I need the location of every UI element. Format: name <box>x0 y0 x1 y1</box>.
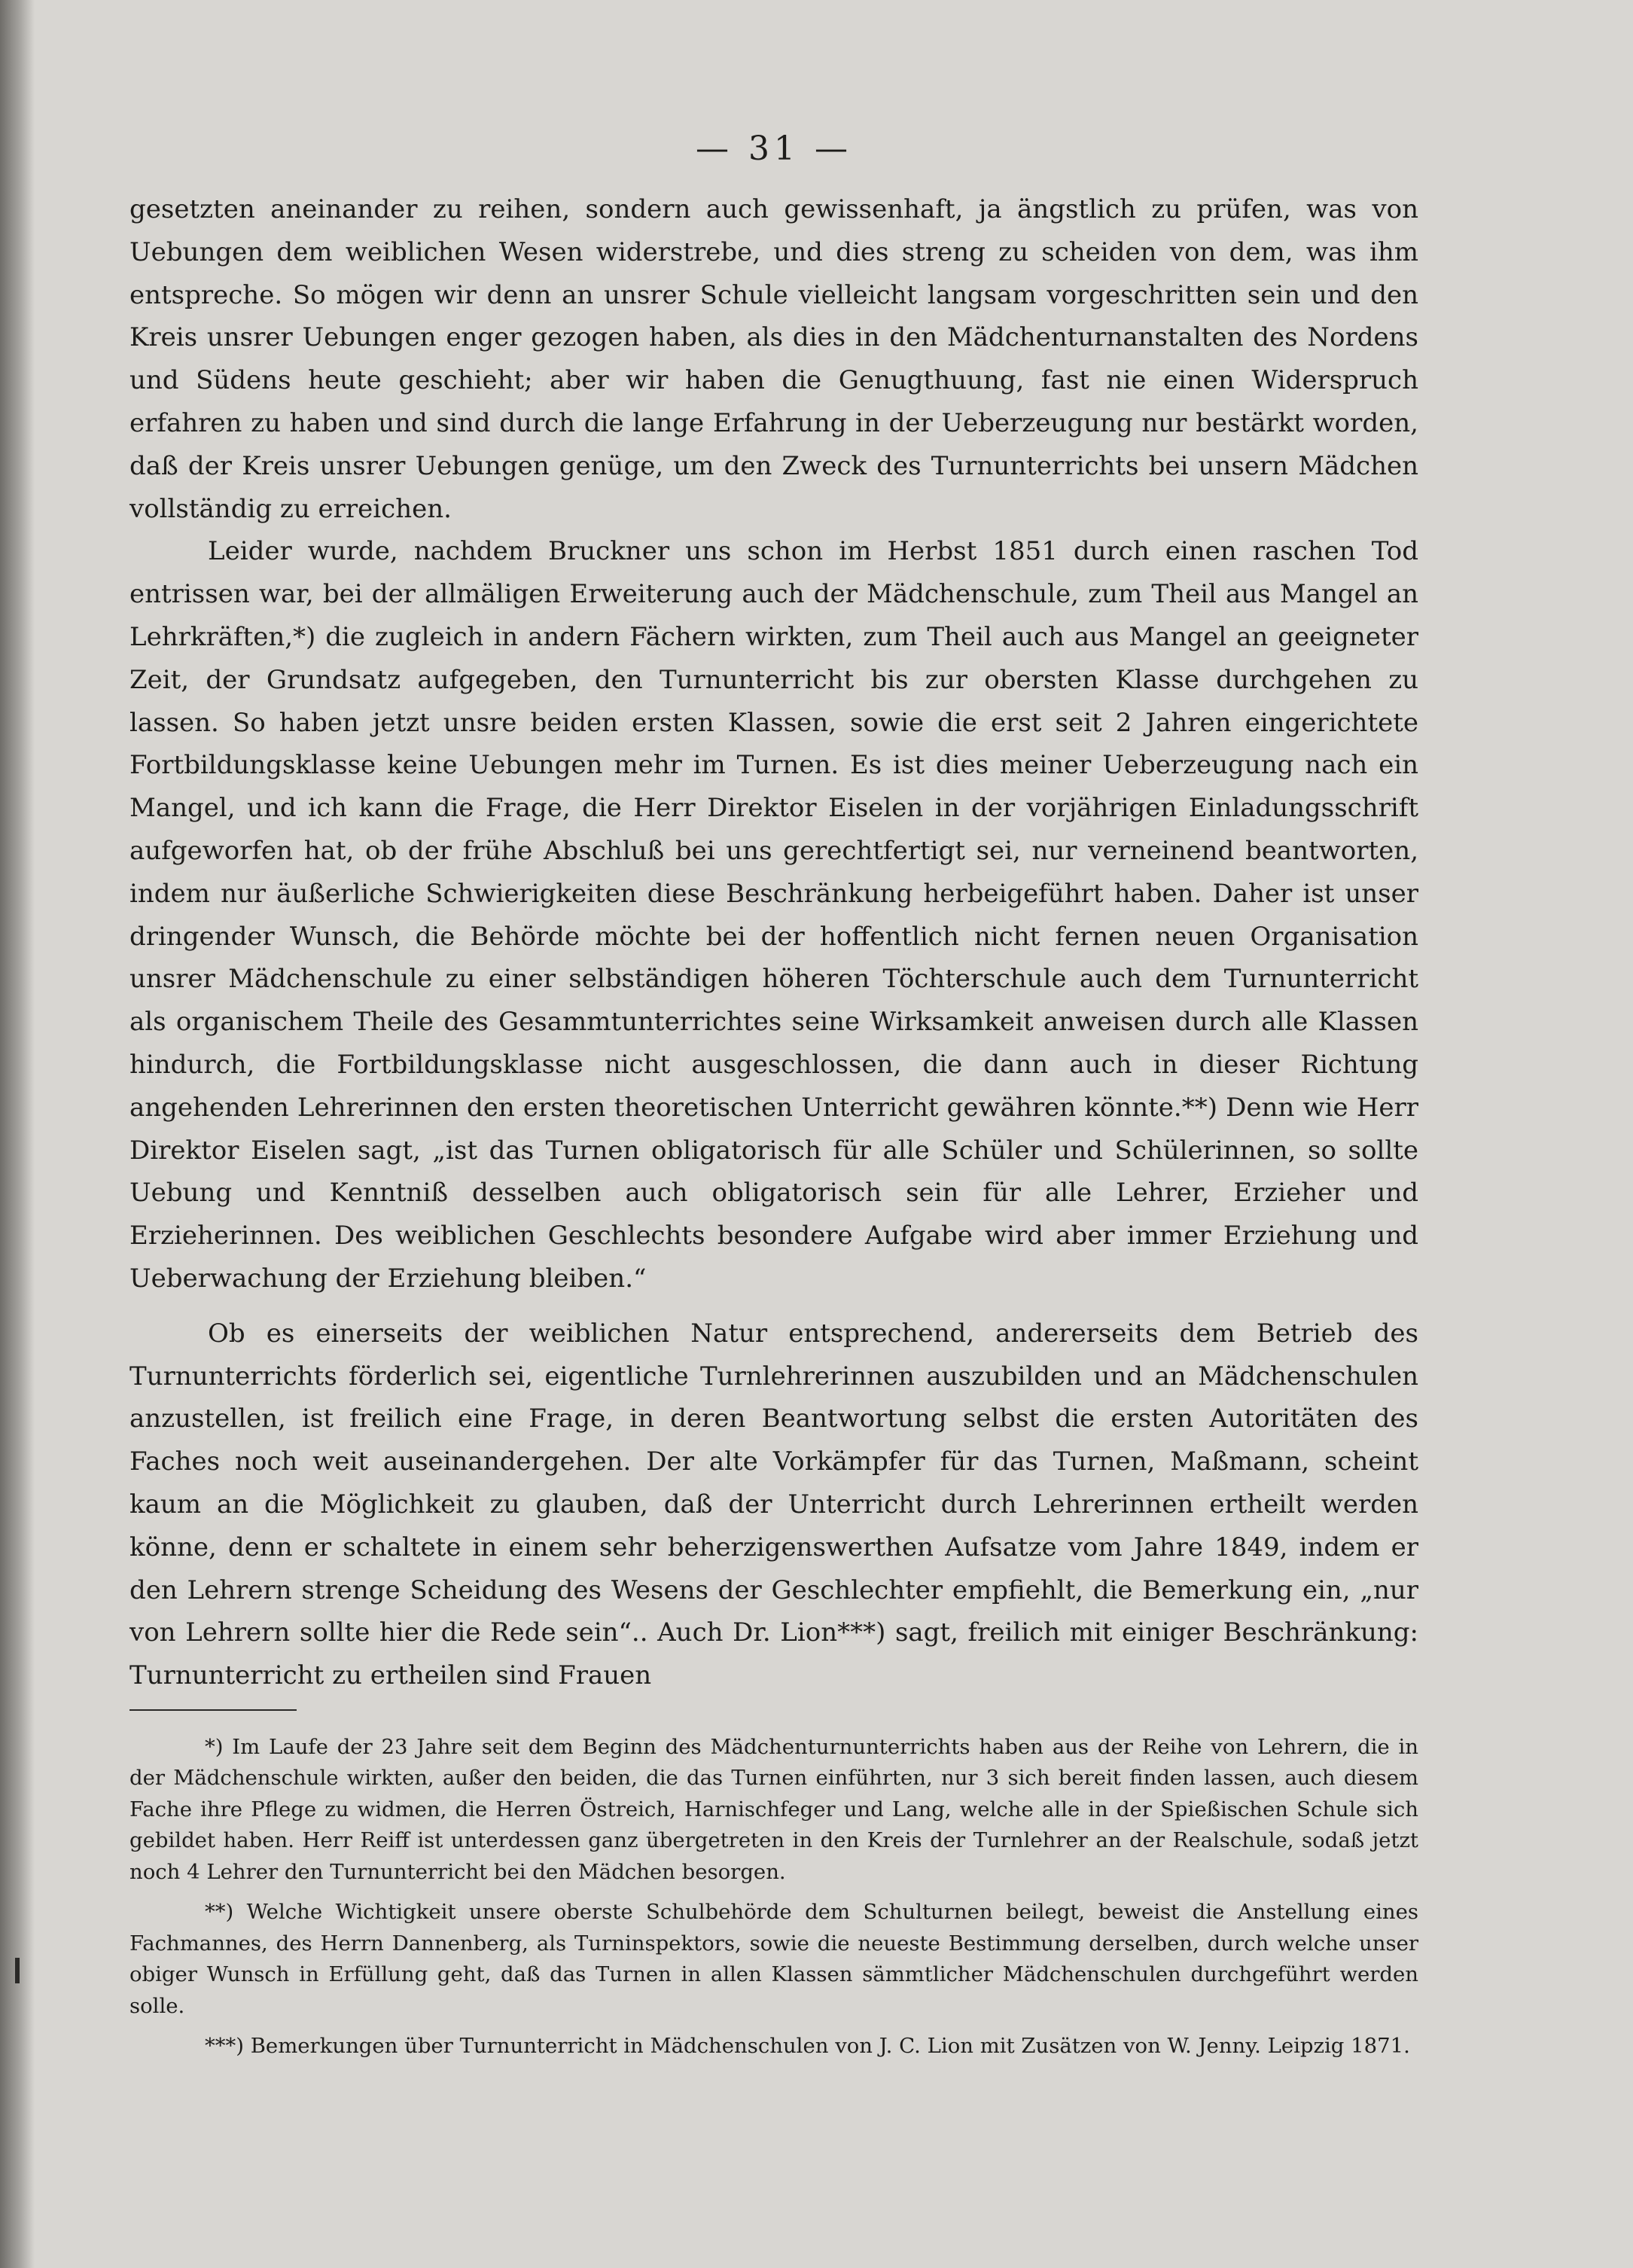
footnote-3: ***) Bemerkungen über Turnunterricht in Mädchenschulen von J. C. Lion mit Zusätzen von W. Jenny. Leipzig 1871. <box>205 2034 1410 2059</box>
page-content <box>129 127 1418 2071</box>
footnotes <box>129 1732 1418 2062</box>
footnote-1: *) Im Laufe der 23 Jahre seit dem Beginn des Mädchenturnunterrichts haben aus der Reihe von Lehrern, die in der Mädchenschule wirkten, außer den beiden, die das Turnen einführten, nur 3 sich bereit finden lassen, auch diesem Fache ihre Pflege zu widmen, die Herren Östreich, Harnischfeger und Lang, welche alle in der Spießischen Schule sich gebildet haben. Herr Reiff ist unterdessen ganz übergetreten in den Kreis der Turnlehrer an der Realschule, sodaß jetzt noch 4 Lehrer den Turnunterricht bei den Mädchen besorgen. <box>129 1734 1418 1884</box>
paragraph-ob: Ob es einerseits der weiblichen Natur entsprechend, andererseits dem Betrieb des Turnunterrichts förderlich sei, eigentliche Turnlehrerinnen auszubilden und an Mädchenschulen anzustellen, ist freilich eine Frage, in deren Beantwortung selbst die ersten Autoritäten des Faches noch weit auseinandergehen. Der alte Vorkämpfer für das Turnen, Maßmann, scheint kaum an die Möglichkeit zu glauben, daß der Unterricht durch Lehrerinnen ertheilt werden könne, denn er schaltete in einem sehr beherzigenswerthen Aufsatze vom Jahre 1849, indem er den Lehrern strenge Scheidung des Wesens der Geschlechter empfiehlt, die Bemerkung ein, „nur von Lehrern sollte hier die Rede sein“.. Auch Dr. Lion***) sagt, freilich mit einiger Beschränkung: Turnunterricht zu ertheilen sind Frauen <box>129 1318 1418 1691</box>
paragraph-continuation: gesetzten aneinander zu reihen, sondern auch gewissenhaft, ja ängstlich zu prüfen, was von Uebungen dem weiblichen Wesen widerstrebe, und dies streng zu scheiden von dem, was ihm entspreche. So mögen wir denn an unsrer Schule vielleicht langsam vorgeschritten sein und den Kreis unsrer Uebungen enger gezogen haben, als dies in den Mädchenturnanstalten des Nordens und Südens heute geschieht; aber wir haben die Genugthuung, fast nie einen Widerspruch erfahren zu haben und sind durch die lange Erfahrung in der Ueberzeugung nur bestärkt worden, daß der Kreis unsrer Uebungen genüge, um den Zweck des Turnunterrichts bei unsern Mädchen vollständig zu erreichen. <box>129 194 1418 524</box>
binding-gutter <box>0 0 35 2268</box>
footnote-2: **) Welche Wichtigkeit unsere oberste Schulbehörde dem Schulturnen beilegt, beweist die Anstellung eines Fachmannes, des Herrn Dannenberg, als Turninspektors, sowie die neueste Bestimmung derselben, durch welche unser obiger Wunsch in Erfüllung geht, daß das Turnen in allen Klassen sämmtlicher Mädchenschulen durchgeführt werden solle. <box>129 1900 1418 2018</box>
paragraph-leider: Leider wurde, nachdem Bruckner uns schon im Herbst 1851 durch einen raschen Tod entrissen war, bei der allmäligen Erweiterung auch der Mädchenschule, zum Theil aus Mangel an Lehrkräften,*) die zugleich in andern Fächern wirkten, zum Theil auch aus Mangel an geeigneter Zeit, der Grundsatz aufgegeben, den Turnunterricht bis zur obersten Klasse durchgehen zu lassen. So haben jetzt unsre beiden ersten Klassen, sowie die erst seit 2 Jahren eingerichtete Fortbildungsklasse keine Uebungen mehr im Turnen. Es ist dies meiner Ueberzeugung nach ein Mangel, und ich kann die Frage, die Herr Direktor Eiselen in der vorjährigen Einladungsschrift aufgeworfen hat, ob der frühe Abschluß bei uns gerechtfertigt sei, nur verneinend beantworten, indem nur äußerliche Schwierigkeiten diese Beschränkung herbeigeführt haben. Daher ist unser dringender Wunsch, die Behörde möchte bei der hoffentlich nicht fernen neuen Organisation unsrer Mädchenschule zu einer selbständigen höheren Töchterschule auch dem Turnunterricht als organischem Theile des Gesammtunterrichtes seine Wirksamkeit anweisen durch alle Klassen hindurch, die Fortbildungsklasse nicht ausgeschlossen, die dann auch in dieser Richtung angehenden Lehrerinnen den ersten theoretischen Unterricht gewähren könnte.**) Denn wie Herr Direktor Eiselen sagt, „ist das Turnen obligatorisch für alle Schüler und Schülerinnen, so sollte Uebung und Kenntniß desselben auch obligatorisch sein für alle Lehrer, Erzieher und Erzieherinnen. Des weiblichen Geschlechts besondere Aufgabe wird aber immer Erziehung und Ueberwachung der Erziehung bleiben.“ <box>129 536 1418 1294</box>
page-number: — 31 — <box>696 130 852 168</box>
footnote-rule <box>129 1709 297 1711</box>
main-text <box>129 188 1418 1697</box>
scan-mark <box>15 1958 20 1983</box>
